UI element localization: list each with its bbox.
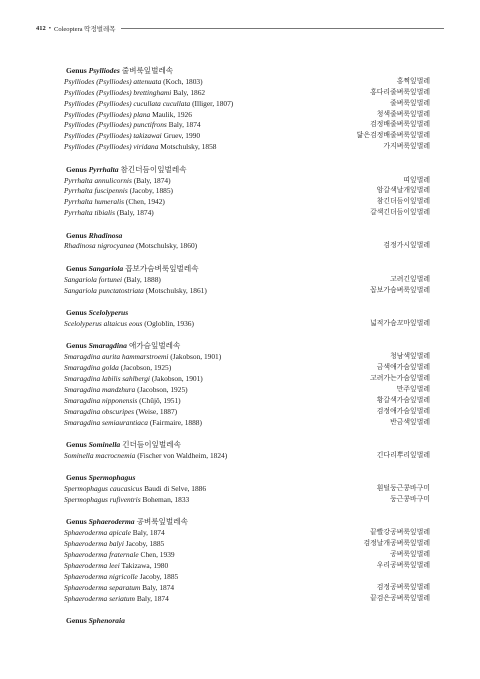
species-korean-name: 홍다리줄벼룩잎벌레 [370,88,430,96]
species-entry [64,407,177,418]
species-name: Sphaeroderma seriatum [64,593,135,603]
species-row [64,142,430,153]
species-entry [64,275,161,286]
species-korean-name: 청남색잎벌레 [390,353,430,361]
species-row [64,484,430,495]
species-entry [64,319,194,330]
species-entry [64,484,206,495]
genus-name: Sphenoraia [88,616,125,626]
species-korean-name: 암갈색날개잎벌레 [376,187,430,195]
species-row [64,131,430,142]
species-korean-name: 홍쩍잎벌레 [396,77,430,85]
species-name: Psylliodes (Psylliodes) punctifrons [64,120,167,130]
species-name: Psylliodes (Psylliodes) attenuata [64,76,162,86]
species-author: Chen, 1939 [140,550,175,560]
genus-name: Psylliodes [88,66,120,75]
species-author: Baudi di Selve, 1886 [144,484,207,494]
species-name: Smaragdina nipponensis [64,395,138,405]
species-author: Baly, 1874 [168,120,201,130]
species-name: Psylliodes (Psylliodes) viridana [64,142,159,152]
species-name: Smaragdina aurita hammarstroemi [64,352,169,362]
page-number: 412 [36,24,46,32]
group-gap [64,506,430,518]
species-author: (Weise, 1887) [135,406,178,416]
species-row [64,572,430,583]
species-list [64,66,430,627]
group-gap [64,219,430,231]
group-gap [64,462,430,474]
species-row [64,594,430,605]
group-gap [64,330,430,342]
genus-heading: Genus Spermophagus [66,473,136,483]
species-korean-name: 꼽보가슴벼룩잎벌레 [370,286,430,294]
species-author: (Ogloblin, 1936) [144,318,194,328]
species-korean-name: 검정날개공벼룩잎벌레 [363,540,430,548]
species-author: (Koch, 1803) [163,76,203,86]
genus-name: Smaragdina [88,341,127,351]
group-gap [64,428,430,440]
species-name: Pyrrhalta annulicornis [64,175,132,185]
species-entry [64,77,203,88]
species-row [64,241,430,252]
species-korean-name: 만주잎벌레 [396,385,430,393]
species-name: Psylliodes (Psylliodes) takizawai [64,131,162,141]
species-row [64,583,430,594]
species-entry [64,142,216,153]
species-row [64,99,430,110]
species-korean-name: 긴다리뿌리잎벌레 [376,451,430,459]
species-korean-name: 황갈색가슴잎벌레 [376,396,430,404]
species-row [64,286,430,297]
genus-korean-name: 꼽보가슴벼룩잎벌레속 [125,263,199,273]
group-gap [64,297,430,309]
genus-heading: Genus Smaragdina 애가슴잎벌레속 [66,341,181,351]
species-name: Smaragdina obscuripes [64,406,135,416]
header-title: Coleoptera 딱정벌레목 [54,25,116,33]
species-author: (Chen, 1942) [125,197,165,207]
species-row [64,319,430,330]
species-row [64,561,430,572]
species-korean-name: 끝검은공벼룩잎벌레 [370,594,430,602]
species-row [64,363,430,374]
species-name: Smaragdina golda [64,363,119,373]
species-entry [64,528,165,539]
species-row [64,110,430,121]
genus-name: Rhadinosa [88,230,123,240]
species-korean-name: 닮은검정배줄벼룩잎벌레 [356,132,430,140]
species-korean-name: 검정공벼룩잎벌레 [376,583,430,591]
species-name: Sphaeroderma nigricolle [64,571,138,581]
species-entry [64,241,197,252]
species-korean-name: 청색줄벼룩잎벌레 [376,110,430,118]
group-gap [64,153,430,165]
species-row [64,374,430,385]
species-author: Boheman, 1833 [142,495,190,504]
species-row [64,88,430,99]
species-name: Smaragdina mandzhura [64,384,136,394]
species-entry [64,208,154,219]
species-entry [64,352,221,363]
species-row [64,197,430,208]
species-name: Pyrrhalta fuscipennis [64,186,128,196]
species-row [64,451,430,462]
species-name: Spermophagus rufiventris [64,495,141,504]
species-name: Sangariola fortunei [64,274,123,284]
species-korean-name: 검정배줄벼룩잎벌레 [370,121,430,129]
species-name: Psylliodes (Psylliodes) brettinghami [64,87,172,97]
species-name: Psylliodes (Psylliodes) plana [64,109,151,119]
species-author: (Chûjô, 1951) [139,395,181,405]
species-entry [64,131,200,142]
genus-name: Sominella [88,439,121,449]
genus-name: Sphaeroderma [88,517,135,527]
species-korean-name: 검정애가슴잎벌레 [376,407,430,415]
species-row [64,208,430,219]
species-row [64,550,430,561]
genus-korean-name: 줄벼룩잎벌레속 [121,66,174,75]
species-name: Rhadinosa nigrocyanea [64,241,135,251]
species-entry [64,561,168,572]
species-author: Takizawa, 1980 [121,560,169,570]
species-korean-name: 끝빨강공벼룩잎벌레 [370,529,430,537]
species-entry [64,385,188,396]
species-row [64,120,430,131]
genus-korean-name: 공벼룩잎벌레속 [136,517,188,527]
species-name: Sphaeroderma fraternale [64,550,139,560]
species-row [64,176,430,187]
species-korean-name: 갈색긴더듬이잎벌레 [370,209,430,217]
genus-korean-name: 긴더듬이잎벌레속 [122,439,181,449]
species-author: (Jacobson, 1925) [137,384,188,394]
page-header [36,22,444,34]
genus-korean-name: 참긴더듬이잎벌레속 [120,164,187,174]
species-korean-name: 공벼룩잎벌레 [390,551,430,559]
species-korean-name: 고려긴잎벌레 [390,275,430,283]
genus-heading: Genus Scelolyperus [66,308,129,318]
species-row [64,539,430,550]
group-gap [64,252,430,264]
species-row [64,275,430,286]
species-name: Pyrrhalta tibialis [64,208,115,218]
species-korean-name: 금색애가슴잎벌레 [376,364,430,372]
species-entry [64,120,201,131]
species-author: Maulik, 1926 [152,109,192,119]
species-author: (Jacobson, 1925) [120,363,172,373]
species-entry [64,99,233,110]
species-author: (Jakobson, 1901) [170,352,222,362]
species-author: (Jacoby, 1885) [129,186,174,196]
species-name: Smaragdina labilis sahlbergi [64,373,150,383]
species-author: (Baly, 1874) [133,175,171,185]
genus-heading: Genus Pyrrhalta 참긴더듬이잎벌레속 [66,164,187,174]
species-author: (Jakobson, 1901) [151,373,203,383]
species-korean-name: 줄벼룩잎벌레 [390,99,430,107]
species-entry [64,176,171,187]
group-gap [64,605,430,617]
genus-korean-name: 애가슴잎벌레속 [128,341,181,351]
species-name: Sominella macrocnemia [64,450,136,460]
species-name: Sphaeroderma separatum [64,582,141,592]
genus-heading: Genus Sominella 긴더듬이잎벌레속 [66,439,181,449]
species-korean-name: 반금색잎벌레 [390,418,430,426]
species-entry [64,594,169,605]
species-name: Sphaeroderma apicale [64,528,131,538]
genus-heading: Genus Psylliodes 줄벼룩잎벌레속 [66,66,174,75]
species-row [64,528,430,539]
species-name: Spermophagus caucasicus [64,484,143,494]
genus-name: Pyrrhalta [88,164,119,174]
species-entry [64,110,192,121]
species-author: (Fischer von Waldheim, 1824) [137,450,228,460]
species-row [64,418,430,429]
species-entry [64,550,175,561]
species-entry [64,451,227,462]
species-name: Sangariola punctatostriata [64,285,144,295]
species-author: Baly, 1862 [173,87,206,97]
genus-name: Spermophagus [88,473,136,483]
genus-heading: Genus Sangariola 꼽보가슴벼룩잎벌레속 [66,263,199,273]
species-author: Gruev, 1990 [163,131,201,141]
species-entry [64,539,164,550]
species-korean-name: 흰털둥근콩바구미 [376,485,430,493]
species-name: Pyrrhalta humeralis [64,197,125,207]
species-korean-name: 둥근콩바구미 [390,496,430,503]
genus-name: Scelolyperus [88,308,129,318]
species-korean-name: 넓적가슴꼬마잎벌레 [370,319,430,327]
species-author: (Motschulsky, 1860) [136,241,198,251]
species-author: (Fairmaire, 1888) [149,417,202,427]
species-row [64,186,430,197]
species-korean-name: 고려가는가슴잎벌레 [370,374,430,382]
species-entry [64,418,202,429]
species-entry [64,396,181,407]
genus-name: Sangariola [88,263,124,273]
species-korean-name: 띠잎벌레 [403,176,430,184]
species-name: Sphaeroderma leei [64,560,120,570]
genus-heading: Genus Rhadinosa [66,230,123,240]
species-entry [64,186,173,197]
species-entry [64,495,189,506]
species-author: (Baly, 1888) [123,274,161,284]
species-name: Scelolyperus altaicus eous [64,318,143,328]
species-korean-name: 우리공벼룩잎벌레 [376,561,430,569]
header-rule [121,28,444,29]
species-author: Baly, 1874 [136,593,169,603]
species-name: Smaragdina semiaurantiaca [64,417,148,427]
genus-heading: Genus Sphaeroderma 공벼룩잎벌레속 [66,517,188,527]
species-author: Motschulsky, 1858 [160,142,217,152]
header-separator: • [48,24,52,32]
species-author: Baly, 1874 [132,528,165,538]
species-author: (Baly, 1874) [116,208,154,218]
species-korean-name: 가지벼룩잎벌레 [383,143,430,151]
species-row [64,495,430,506]
species-entry [64,583,174,594]
species-entry [64,197,165,208]
species-entry [64,286,207,297]
species-entry [64,88,205,99]
species-row [64,396,430,407]
species-author: (Illiger, 1807) [192,98,234,108]
species-row [64,352,430,363]
species-entry [64,374,203,385]
species-row [64,385,430,396]
species-row [64,407,430,418]
species-name: Sphaeroderma balyi [64,539,124,549]
species-author: Jacoby, 1885 [125,539,165,549]
species-korean-name: 검정가시잎벌레 [383,242,430,250]
species-row [64,77,430,88]
species-korean-name: 참긴더듬이잎벌레 [376,198,430,206]
species-entry [64,572,178,583]
species-author: Jacoby, 1885 [139,571,179,581]
species-author: (Motschulsky, 1861) [145,285,207,295]
species-author: Baly, 1874 [142,582,175,592]
species-name: Psylliodes (Psylliodes) cucullata cucullata [64,98,191,108]
species-entry [64,363,171,374]
genus-heading: Genus Sphenoraia [66,616,125,626]
